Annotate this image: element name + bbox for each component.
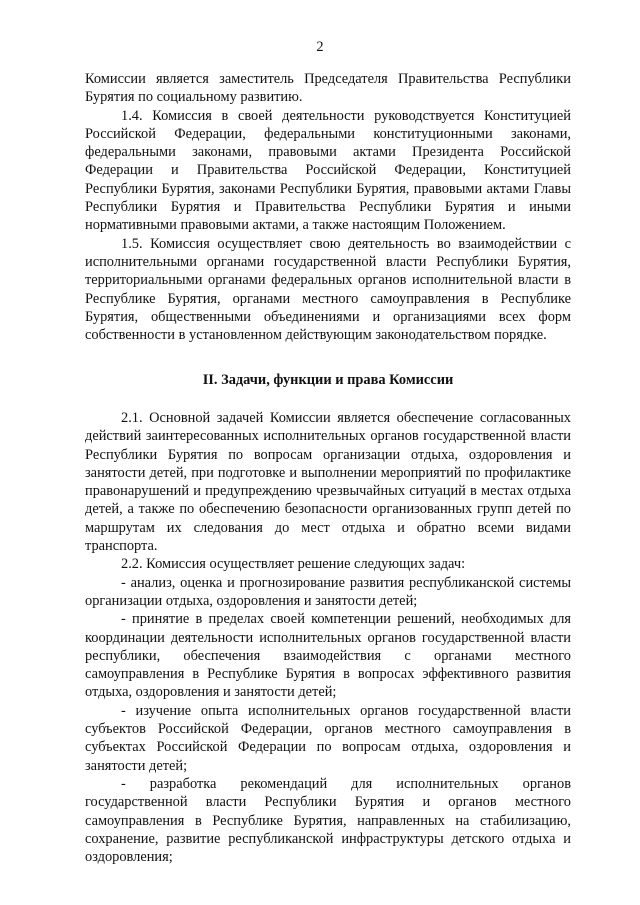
paragraph-2-2: 2.2. Комиссия осуществляет решение следующих задач: [121, 556, 466, 573]
page-number: 2 [316, 39, 324, 55]
top-text-block [85, 70, 571, 344]
list-item: - анализ, оценка и прогнозирование развития республиканской системы организации отдыха, оздоровления и занятости детей; [85, 574, 571, 609]
list-item: - изучение опыта исполнительных органов государственной власти субъектов Российской Федерации, органов местного самоуправления в субъектах Российской Федерации по вопросам отдыха, оздоровления и занятости детей; [85, 702, 571, 774]
section-text-block [85, 409, 571, 866]
paragraph-2-1: 2.1. Основной задачей Комиссии является обеспечение согласованных действий заинтересованных исполнительных органов государственной власти Республики Бурятия по вопросам организации отдыха, оздоровления и занятости детей, при подготовке и выполнении мероприятий по профилактике правонарушений и предупреждению чрезвычайных ситуаций в местах отдыха детей, а также по обеспечению безопасности организованных групп детей по маршрутам их следования до мест отдыха и обратно всеми видами транспорта. [85, 410, 571, 555]
paragraph-1-4: 1.4. Комиссия в своей деятельности руководствуется Конституцией Российской Федерации, федеральными конституционными законами, федеральными законами, правовыми актами Президента Российской Федерации и Правительства Российской Федерации, Конституцией Республики Бурятия, законами Республики Бурятия, правовыми актами Главы Республики Бурятия и Правительства Республики Бурятия и иными нормативными правовыми актами, а также настоящим Положением. [85, 107, 571, 234]
paragraph-continuation: Комиссии является заместитель Председателя Правительства Республики Бурятия по социальному развитию. [85, 71, 571, 106]
section-title: II. Задачи, функции и права Комиссии [202, 372, 454, 388]
list-item: - разработка рекомендаций для исполнительных органов государственной власти Республики Бурятия и органов местного самоуправления в Республике Бурятия, направленных на стабилизацию, сохранение, развитие республиканской инфраструктуры детского отдыха и оздоровления; [85, 775, 571, 866]
list-item: - принятие в пределах своей компетенции решений, необходимых для координации деятельности исполнительных органов государственной власти республики, обеспечения взаимодействия с органами местного самоуправления в Республике Бурятия в вопросах эффективного развития отдыха, оздоровления и занятости детей; [85, 611, 571, 701]
paragraph-1-5: 1.5. Комиссия осуществляет свою деятельность во взаимодействии с исполнительными органами государственной власти Республики Бурятия, территориальными органами федеральных органов исполнительной власти в Республике Бурятия, органами местного самоуправления в Республике Бурятия, общественными объединениями и организациями всех форм собственности в установленном действующим законодательством порядке. [85, 235, 571, 344]
